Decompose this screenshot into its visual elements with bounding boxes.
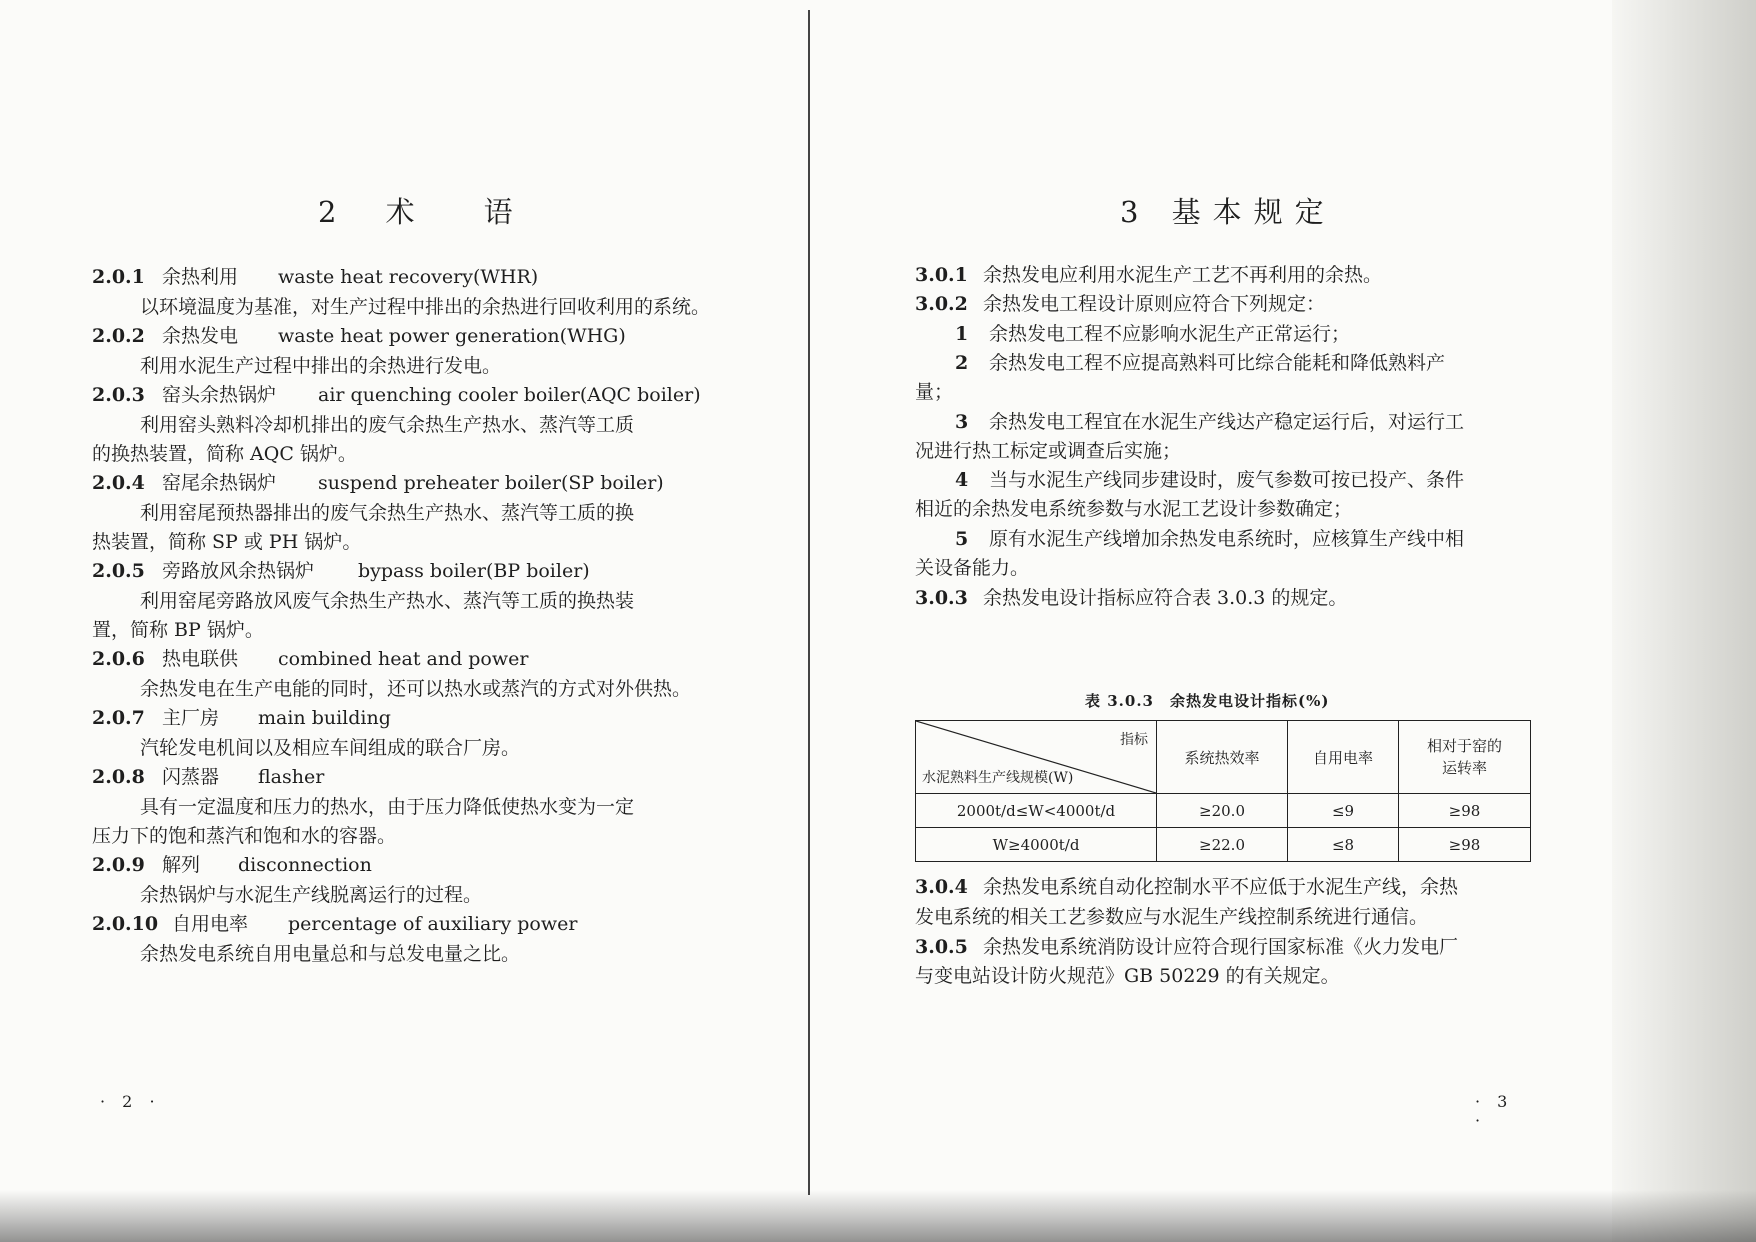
list-number: 1 [955,323,969,345]
term-definition: 利用窑头熟料冷却机排出的废气余热生产热水、蒸汽等工质 [140,414,635,436]
term-en: waste heat recovery(WHR) [278,266,539,288]
clause-continuation: 发电系统的相关工艺参数应与水泥生产线控制系统进行通信。 [915,906,1429,928]
clause-number: 3.0.2 [915,293,968,315]
list-text: 余热发电工程不应影响水泥生产正常运行； [989,323,1351,345]
page-number: · 2 · [100,1092,161,1111]
table-diagonal-header [916,721,1157,794]
header-scale-label: 水泥熟料生产线规模(W) [922,770,1074,786]
table-header-row [916,721,1531,794]
term-entry [92,705,391,731]
term-definition: 以环境温度为基准，对生产过程中排出的余热进行回收利用的系统。 [140,296,711,318]
list-number: 4 [955,469,969,491]
clause-line [915,934,1458,960]
list-text: 当与水泥生产线同步建设时，废气参数可按已投产、条件 [989,469,1465,491]
term-en: air quenching cooler boiler(AQC boiler) [318,384,701,406]
term-cn: 主厂房 [162,707,220,729]
clause-line [915,291,1325,317]
term-definition: 具有一定温度和压力的热水，由于压力降低使热水变为一定 [140,796,635,818]
cell-efficiency: ≥20.0 [1157,794,1288,828]
term-definition: 的换热装置，简称 AQC 锅炉。 [92,443,357,465]
term-cn: 解列 [162,854,201,876]
term-cn: 热电联供 [162,648,239,670]
term-cn: 窑头余热锅炉 [162,384,277,406]
clause-number: 2.0.2 [92,325,145,347]
list-continuation: 关设备能力。 [915,557,1030,579]
clause-continuation: 与变电站设计防火规范》GB 50229 的有关规定。 [915,965,1340,987]
cell-run-rate: ≥98 [1399,828,1531,862]
list-continuation: 况进行热工标定或调查后实施； [915,440,1182,462]
term-en: waste heat power generation(WHG) [278,325,626,347]
cell-aux-rate: ≤8 [1288,828,1399,862]
term-definition: 余热发电在生产电能的同时，还可以热水或蒸汽的方式对外供热。 [140,678,692,700]
clause-number: 2.0.4 [92,472,145,494]
cell-scale: 2000t/d≤W<4000t/d [916,794,1157,828]
chapter-title-terms: 2 术 语 [318,195,533,229]
cell-aux-rate: ≤9 [1288,794,1399,828]
term-entry [92,470,664,496]
clause-number: 2.0.3 [92,384,145,406]
term-definition: 压力下的饱和蒸汽和饱和水的容器。 [92,825,397,847]
header-system-efficiency: 系统热效率 [1157,721,1288,794]
page-edge-shadow [1612,0,1756,1242]
term-en: percentage of auxiliary power [288,913,578,935]
term-en: suspend preheater boiler(SP boiler) [318,472,664,494]
list-continuation: 相近的余热发电系统参数与水泥工艺设计参数确定； [915,498,1353,520]
list-number: 3 [955,411,969,433]
table-row [916,794,1531,828]
term-cn: 窑尾余热锅炉 [162,472,277,494]
term-en: bypass boiler(BP boiler) [358,560,590,582]
list-item [955,321,1350,347]
term-en: main building [258,707,391,729]
term-definition: 利用窑尾预热器排出的废气余热生产热水、蒸汽等工质的换 [140,502,635,524]
term-en: flasher [258,766,325,788]
term-entry [92,558,590,584]
clause-number: 3.0.3 [915,587,968,609]
clause-line [915,874,1458,900]
list-text: 余热发电工程不应提高熟料可比综合能耗和降低熟料产 [989,352,1446,374]
clause-number: 2.0.9 [92,854,145,876]
clause-number: 2.0.1 [92,266,145,288]
header-run-rate-line1: 相对于窑的 [1426,737,1502,755]
book-spine [808,10,810,1195]
clause-number: 2.0.6 [92,648,145,670]
list-text: 原有水泥生产线增加余热发电系统时，应核算生产线中相 [989,528,1465,550]
term-entry [92,764,324,790]
term-entry [92,911,577,937]
list-item [955,409,1464,435]
page-number: · 3 · [1475,1092,1514,1130]
clause-number: 3.0.4 [915,876,968,898]
clause-number: 3.0.5 [915,936,968,958]
term-definition: 热装置，简称 SP 或 PH 锅炉。 [92,531,362,553]
clause-line [915,262,1382,288]
term-cn: 余热发电 [162,325,239,347]
term-definition: 利用窑尾旁路放风废气余热生产热水、蒸汽等工质的换热装 [140,590,635,612]
chapter-title-basic-rules: 3 基本规定 [1120,195,1336,229]
clause-line [915,585,1347,611]
cell-scale: W≥4000t/d [916,828,1157,862]
list-item [955,526,1464,552]
term-cn: 闪蒸器 [162,766,220,788]
term-entry [92,264,538,290]
term-cn: 余热利用 [162,266,239,288]
term-definition: 置，简称 BP 锅炉。 [92,619,264,641]
clause-text: 余热发电应利用水泥生产工艺不再利用的余热。 [983,264,1383,286]
header-index-label: 指标 [1120,732,1148,748]
term-definition: 利用水泥生产过程中排出的余热进行发电。 [140,355,502,377]
design-index-table [915,720,1531,862]
term-entry [92,646,528,672]
header-run-rate-line2: 运转率 [1441,759,1487,777]
clause-number: 2.0.10 [92,913,159,935]
clause-number: 2.0.5 [92,560,145,582]
clause-text: 余热发电工程设计原则应符合下列规定： [983,293,1326,315]
list-item [955,467,1464,493]
term-entry [92,323,626,349]
clause-text: 余热发电系统自动化控制水平不应低于水泥生产线，余热 [983,876,1459,898]
table-row [916,828,1531,862]
clause-number: 2.0.7 [92,707,145,729]
header-run-rate [1399,721,1531,794]
list-number: 2 [955,352,969,374]
term-cn: 自用电率 [172,913,249,935]
term-definition: 余热锅炉与水泥生产线脱离运行的过程。 [140,884,483,906]
scan-bottom-edge [0,1190,1756,1242]
term-definition: 余热发电系统自用电量总和与总发电量之比。 [140,943,521,965]
list-item [955,350,1445,376]
cell-efficiency: ≥22.0 [1157,828,1288,862]
term-definition: 汽轮发电机间以及相应车间组成的联合厂房。 [140,737,521,759]
term-entry [92,852,372,878]
clause-text: 余热发电设计指标应符合表 3.0.3 的规定。 [983,587,1348,609]
clause-text: 余热发电系统消防设计应符合现行国家标准《火力发电厂 [983,936,1459,958]
cell-run-rate: ≥98 [1399,794,1531,828]
list-text: 余热发电工程宜在水泥生产线达产稳定运行后，对运行工 [989,411,1465,433]
list-continuation: 量； [915,381,954,403]
term-entry [92,382,701,408]
clause-number: 3.0.1 [915,264,968,286]
list-number: 5 [955,528,969,550]
table-caption: 表 3.0.3 余热发电设计指标(%) [1085,692,1330,710]
term-en: combined heat and power [278,648,529,670]
term-en: disconnection [238,854,372,876]
header-aux-power-rate: 自用电率 [1288,721,1399,794]
term-cn: 旁路放风余热锅炉 [162,560,315,582]
clause-number: 2.0.8 [92,766,145,788]
